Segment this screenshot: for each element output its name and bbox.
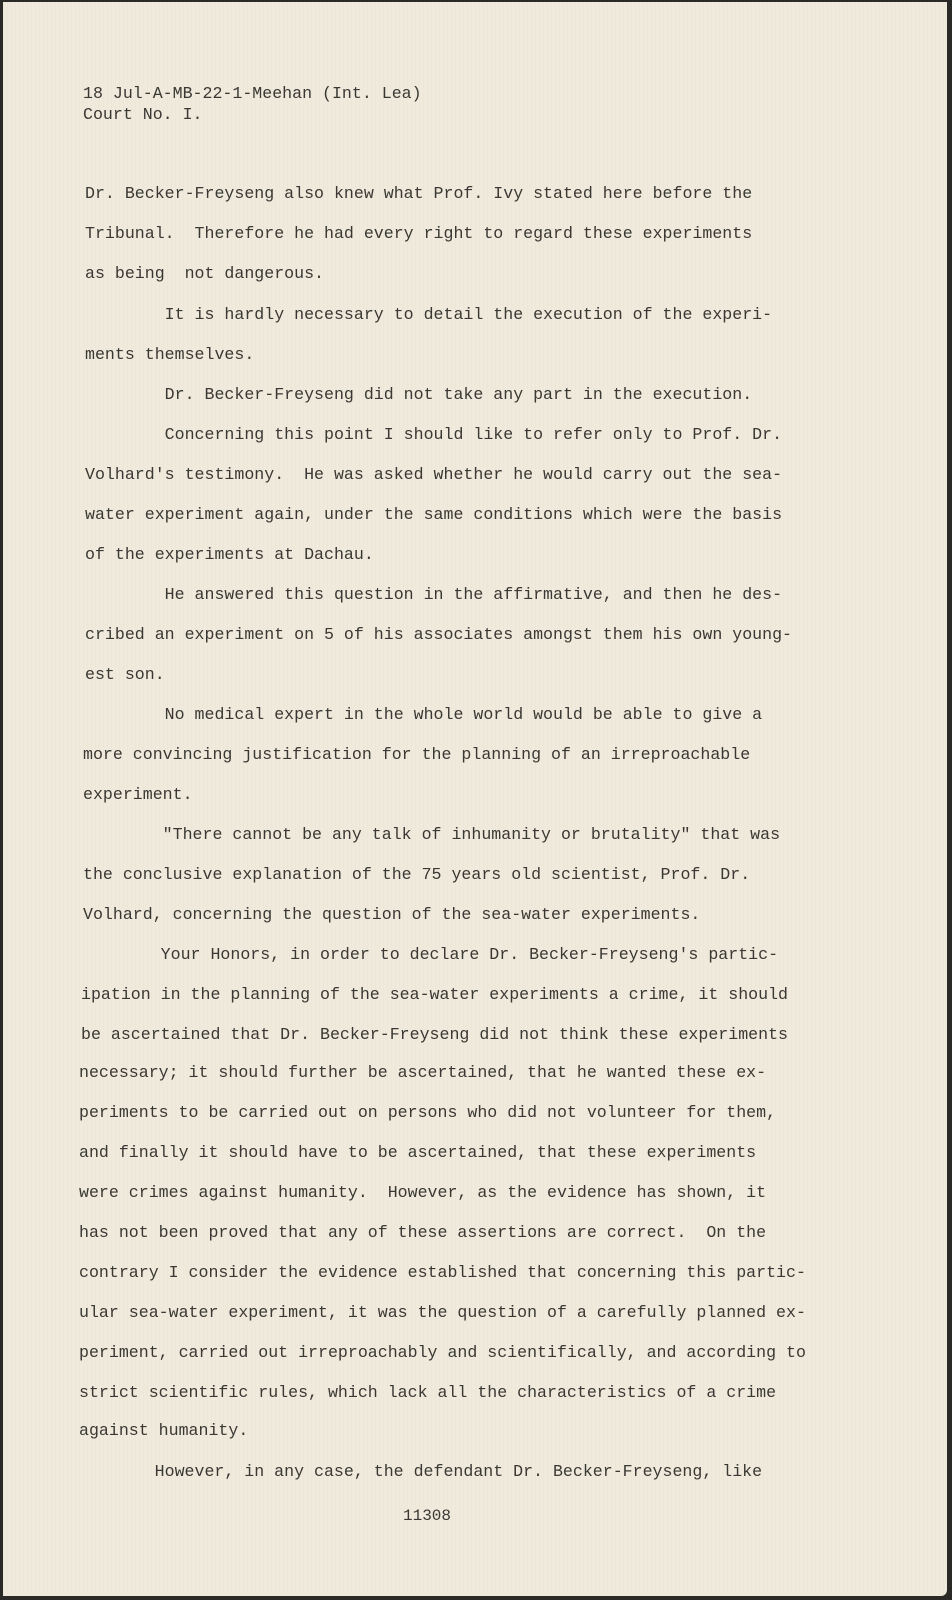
body-line: Concerning this point I should like to refer only to Prof. Dr. <box>85 425 783 444</box>
body-line: and finally it should have to be ascertained, that these experiments <box>79 1143 757 1162</box>
body-line: ipation in the planning of the sea-water experiments a crime, it should <box>81 985 789 1004</box>
body-line: necessary; it should further be ascertained, that he wanted these ex- <box>79 1063 767 1082</box>
body-line: He answered this question in the affirmative, and then he des- <box>85 585 783 604</box>
body-line: Volhard, concerning the question of the sea-water experiments. <box>83 905 701 924</box>
header-line-2: Court No. I. <box>83 105 203 124</box>
body-line: Tribunal. Therefore he had every right to regard these experiments <box>85 224 753 243</box>
body-line: ments themselves. <box>85 345 255 364</box>
body-line: the conclusive explanation of the 75 years old scientist, Prof. Dr. <box>83 865 751 884</box>
body-line: were crimes against humanity. However, as the evidence has shown, it <box>79 1183 767 1202</box>
body-line: Your Honors, in order to declare Dr. Becker-Freyseng's partic- <box>81 945 779 964</box>
body-line: periments to be carried out on persons who did not volunteer for them, <box>79 1103 777 1122</box>
body-line: ular sea-water experiment, it was the question of a carefully planned ex- <box>79 1303 806 1322</box>
body-line: has not been proved that any of these assertions are correct. On the <box>79 1223 767 1242</box>
body-line: est son. <box>85 665 165 684</box>
body-line: experiment. <box>83 785 193 804</box>
body-line: Dr. Becker-Freyseng did not take any part in the execution. <box>85 385 753 404</box>
body-line: water experiment again, under the same conditions which were the basis <box>85 505 783 524</box>
body-line: as being not dangerous. <box>85 264 324 283</box>
page-number: 11308 <box>403 1507 452 1525</box>
body-line: of the experiments at Dachau. <box>85 545 374 564</box>
header-line-1: 18 Jul-A-MB-22-1-Meehan (Int. Lea) <box>83 84 422 103</box>
body-line: periment, carried out irreproachably and scientifically, and according to <box>79 1343 806 1362</box>
body-line: cribed an experiment on 5 of his associates amongst them his own young- <box>85 625 793 644</box>
body-line: be ascertained that Dr. Becker-Freyseng did not think these experiments <box>81 1025 789 1044</box>
body-line: strict scientific rules, which lack all the characteristics of a crime <box>79 1383 777 1402</box>
body-line: against humanity. <box>79 1421 249 1440</box>
body-line: No medical expert in the whole world would be able to give a <box>85 705 763 724</box>
body-line: "There cannot be any talk of inhumanity or brutality" that was <box>83 825 781 844</box>
document-page <box>3 2 947 1596</box>
body-line: However, in any case, the defendant Dr. Becker-Freyseng, like <box>75 1462 763 1481</box>
body-line: Volhard's testimony. He was asked whether he would carry out the sea- <box>85 465 783 484</box>
body-line: Dr. Becker-Freyseng also knew what Prof. Ivy stated here before the <box>85 184 753 203</box>
body-line: contrary I consider the evidence established that concerning this partic- <box>79 1263 806 1282</box>
body-line: more convincing justification for the planning of an irreproachable <box>83 745 751 764</box>
body-line: It is hardly necessary to detail the execution of the experi- <box>85 305 773 324</box>
